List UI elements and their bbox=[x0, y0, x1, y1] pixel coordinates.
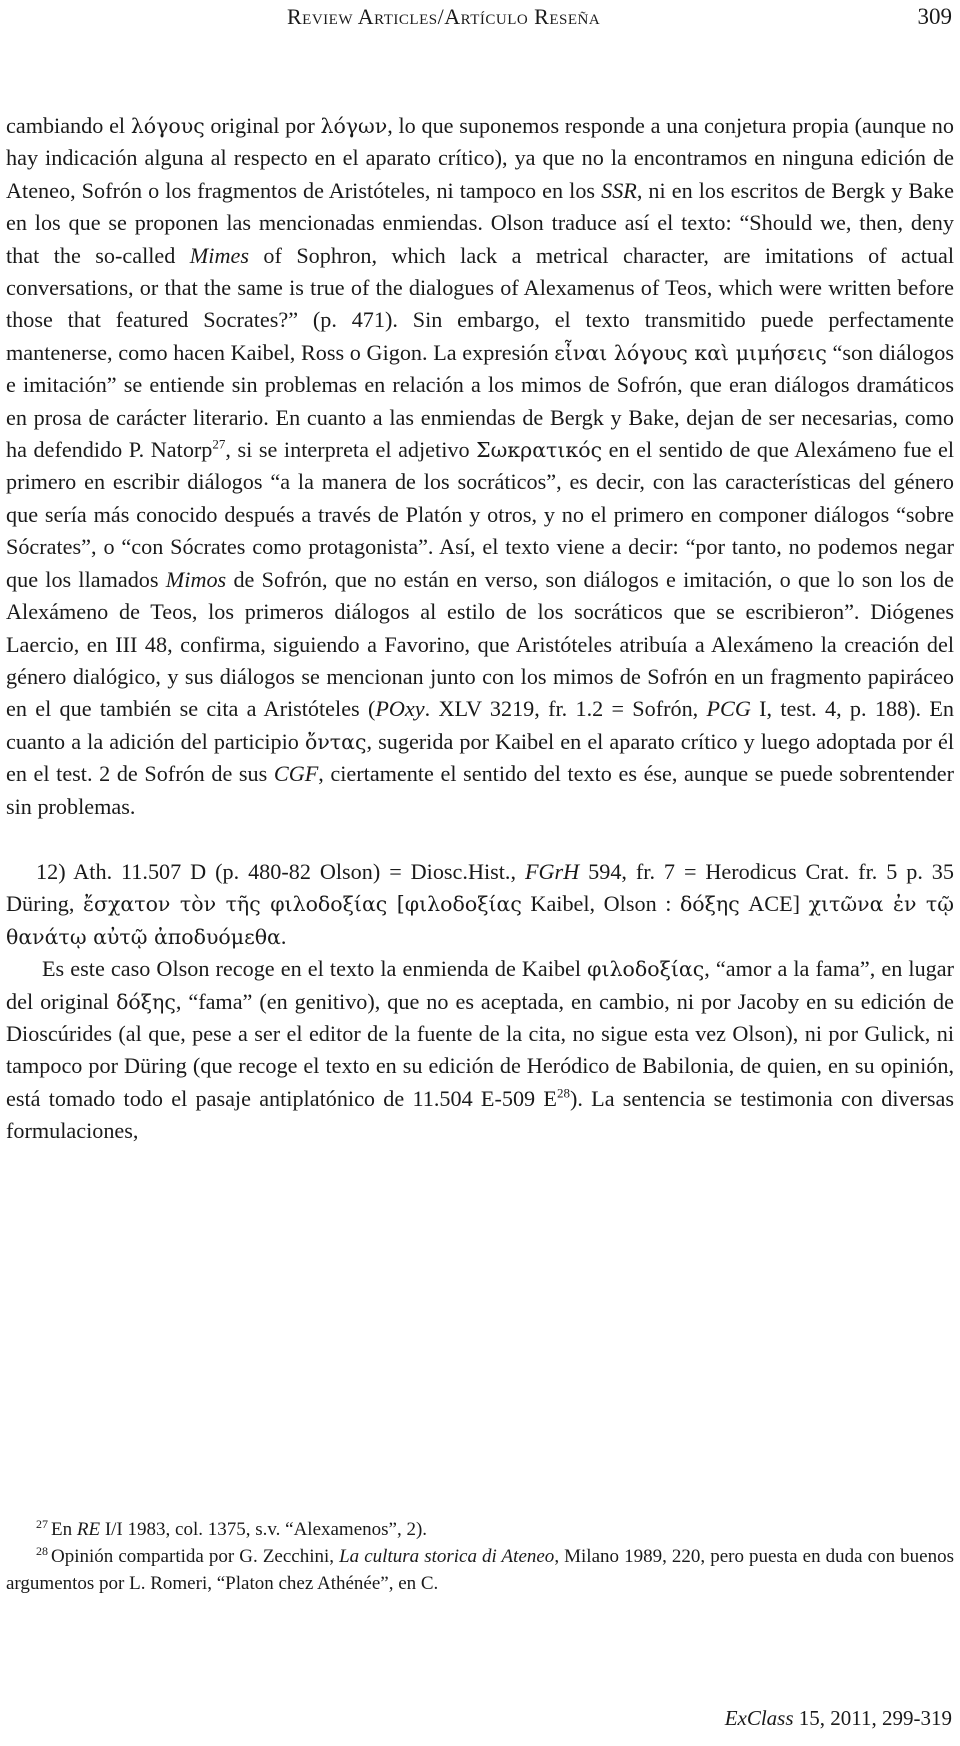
italic-text: RE bbox=[76, 1519, 101, 1540]
greek-text: Σωκρατικός bbox=[476, 438, 603, 463]
text-run: de Sofrón, que no están en verso, son diálogos e imitación, o que lo son los de Alexámeno de Teos, los primeros diálogos al estilo de los socráticos que se escribieron”. Diógenes Laercio, en III 48, confirma, siguiendo a Favorino, que Aristóteles atribuía a Alexámeno la creación del género dialógico, y sus diálogos se mencionan junto con los mimos de Sofrón en un fragmento papiráceo en el que también se cita a Aristóteles ( bbox=[6, 566, 954, 722]
running-head-title: Review Articles/Artículo Reseña bbox=[287, 4, 601, 29]
text-run: , ciertamente el sentido del texto es ése, aunque se puede sobrentender sin problemas. bbox=[6, 761, 954, 819]
footnote-ref: 27 bbox=[212, 436, 226, 452]
text-run: ). La sentencia se testimonia con diversas formulaciones, bbox=[6, 1085, 954, 1144]
text-run: of Sophron, which lack a metrical character, are imitations of actual conversations, or that the same is true of the dialogues of Alexamenus of Teos, which were written before those that featured Socrates?” (p. 471). Sin embargo, el texto transmitido puede perfectamente mantenerse, como hacen Kaibel, Ross o Gigon. La expresión bbox=[6, 242, 954, 365]
text-run: original por bbox=[204, 113, 321, 138]
italic-text: La cultura storica di Ateneo bbox=[339, 1546, 555, 1567]
text-run: Es este caso Olson recoge en el texto la enmienda de Kaibel bbox=[42, 956, 588, 982]
greek-text: δόξης bbox=[116, 989, 176, 1014]
text-run: , si se interpreta el adjetivo bbox=[225, 437, 477, 463]
greek-text: χιτῶνα ἐν τῷ θανάτῳ αὐτῷ ἀποδυόμεθα bbox=[6, 892, 954, 949]
text-run: , “fama” (en genitivo), que no es aceptada, en cambio, ni por Jacoby en su edición de Dioscúrides (al que, pese a ser el editor de la fuente de la cita, no sigue esta vez Olson), ni por Gulick, ni tampoco por Düring (que recoge el texto en su edición de Heródico de Babilonia, de quien, en su opinión, está tomado todo el pasaje antiplatónico de 11.504 E-509 E bbox=[6, 988, 954, 1111]
greek-text: λόγων bbox=[320, 114, 388, 138]
footnote-27 bbox=[6, 1516, 954, 1543]
text-run: I, test. 4, p. 188). En cuanto a la adición del participio bbox=[6, 696, 954, 754]
text-run: “son diálogos e imitación” se entiende sin problemas en relación a los mimos de Sofrón, que eran diálogos dramáticos en prosa de carácter literario. En cuanto a las enmiendas de Bergk y Bake, dejan de ser necesarias, como ha defendido P. Natorp bbox=[6, 339, 955, 463]
text-run: cambiando el bbox=[6, 113, 131, 138]
paragraph-continued-argument bbox=[6, 110, 954, 823]
italic-text: PCG bbox=[706, 696, 751, 722]
greek-text: ὄντας bbox=[305, 729, 367, 754]
greek-text: λόγους bbox=[130, 114, 205, 138]
text-run: , lo que suponemos responde a una conjetura propia (aunque no hay indicación alguna al respecto en el aparato crítico), ya que no la encontramos en ninguna edición de Ateneo, Sofrón o los fragmentos de Aristóteles, ni tampoco en los bbox=[6, 113, 954, 203]
text-run: en el sentido de que Alexámeno fue el primero en escribir diálogos “a la manera de los socráticos”, es decir, con las características del género que sería más conocido después a través de Platón y otros, y no el primero en componer diálogos “sobre Sócrates”, o “con Sócrates como protagonista”. Así, el texto viene a decir: “por tanto, no podemos negar que los llamados bbox=[6, 437, 955, 592]
running-header bbox=[0, 4, 960, 36]
text-run: Kaibel, Olson : bbox=[521, 891, 680, 917]
greek-text: δόξης bbox=[679, 892, 740, 917]
greek-text: ἔσχατον τὸν τῆς φιλοδοξίας [φιλοδοξίας bbox=[82, 892, 522, 917]
text-run: En bbox=[51, 1519, 77, 1540]
journal-footer bbox=[725, 1706, 952, 1731]
italic-text: SSR bbox=[601, 177, 637, 203]
journal-citation: 15, 2011, 299-319 bbox=[793, 1706, 952, 1730]
text-run: . bbox=[280, 923, 287, 949]
footnotes bbox=[6, 1516, 954, 1597]
text-run: I/I 1983, col. 1375, s.v. “Alexamenos”, 2). bbox=[100, 1519, 428, 1540]
italic-text: POxy bbox=[375, 696, 425, 722]
footnote-number: 27 bbox=[36, 1516, 48, 1531]
text-run: Opinión compartida por G. Zecchini, bbox=[51, 1546, 340, 1567]
footnote-number: 28 bbox=[36, 1543, 48, 1558]
footnote-ref: 28 bbox=[556, 1085, 570, 1101]
text-run: , sugerida por Kaibel en el aparato crítico y luego adoptada por él en el test. 2 de Sofrón de sus bbox=[6, 728, 954, 787]
text-run: , Milano 1989, 220, pero puesta en duda con buenos argumentos por L. Romeri, “Platon chez Athénée”, en C. bbox=[6, 1546, 954, 1594]
page-number: 309 bbox=[917, 4, 952, 29]
italic-text: FGrH bbox=[524, 858, 580, 884]
journal-name: ExClass bbox=[724, 1706, 794, 1730]
paragraph-olson-kaibel-emendation bbox=[6, 953, 954, 1147]
italic-text: CGF bbox=[273, 761, 319, 787]
text-run: 12) Ath. 11.507 D (p. 480-82 Olson) = Diosc.Hist., bbox=[36, 858, 525, 884]
greek-text: φιλοδοξίας bbox=[587, 957, 705, 982]
italic-text: Mimes bbox=[189, 242, 249, 268]
text-run: , “amor a la fama”, en lugar del original bbox=[6, 956, 954, 1014]
text-run: ACE] bbox=[739, 891, 809, 917]
footnote-28 bbox=[6, 1543, 954, 1597]
text-run: . XLV 3219, fr. 1.2 = Sofrón, bbox=[424, 696, 707, 722]
greek-text: εἶναι λόγους καὶ μιμήσεις bbox=[554, 340, 827, 365]
italic-text: Mimos bbox=[165, 566, 227, 592]
paragraph-item-12-citation bbox=[6, 856, 954, 953]
text-run: , ni en los escritos de Bergk y Bake en los que se proponen las mencionadas enmiendas. Olson traduce así el texto: “Should we, then, deny that the so-called bbox=[6, 177, 954, 268]
text-run: 594, fr. 7 = Herodicus Crat. fr. 5 p. 35 Düring, bbox=[6, 858, 954, 917]
article-body bbox=[6, 110, 954, 1148]
